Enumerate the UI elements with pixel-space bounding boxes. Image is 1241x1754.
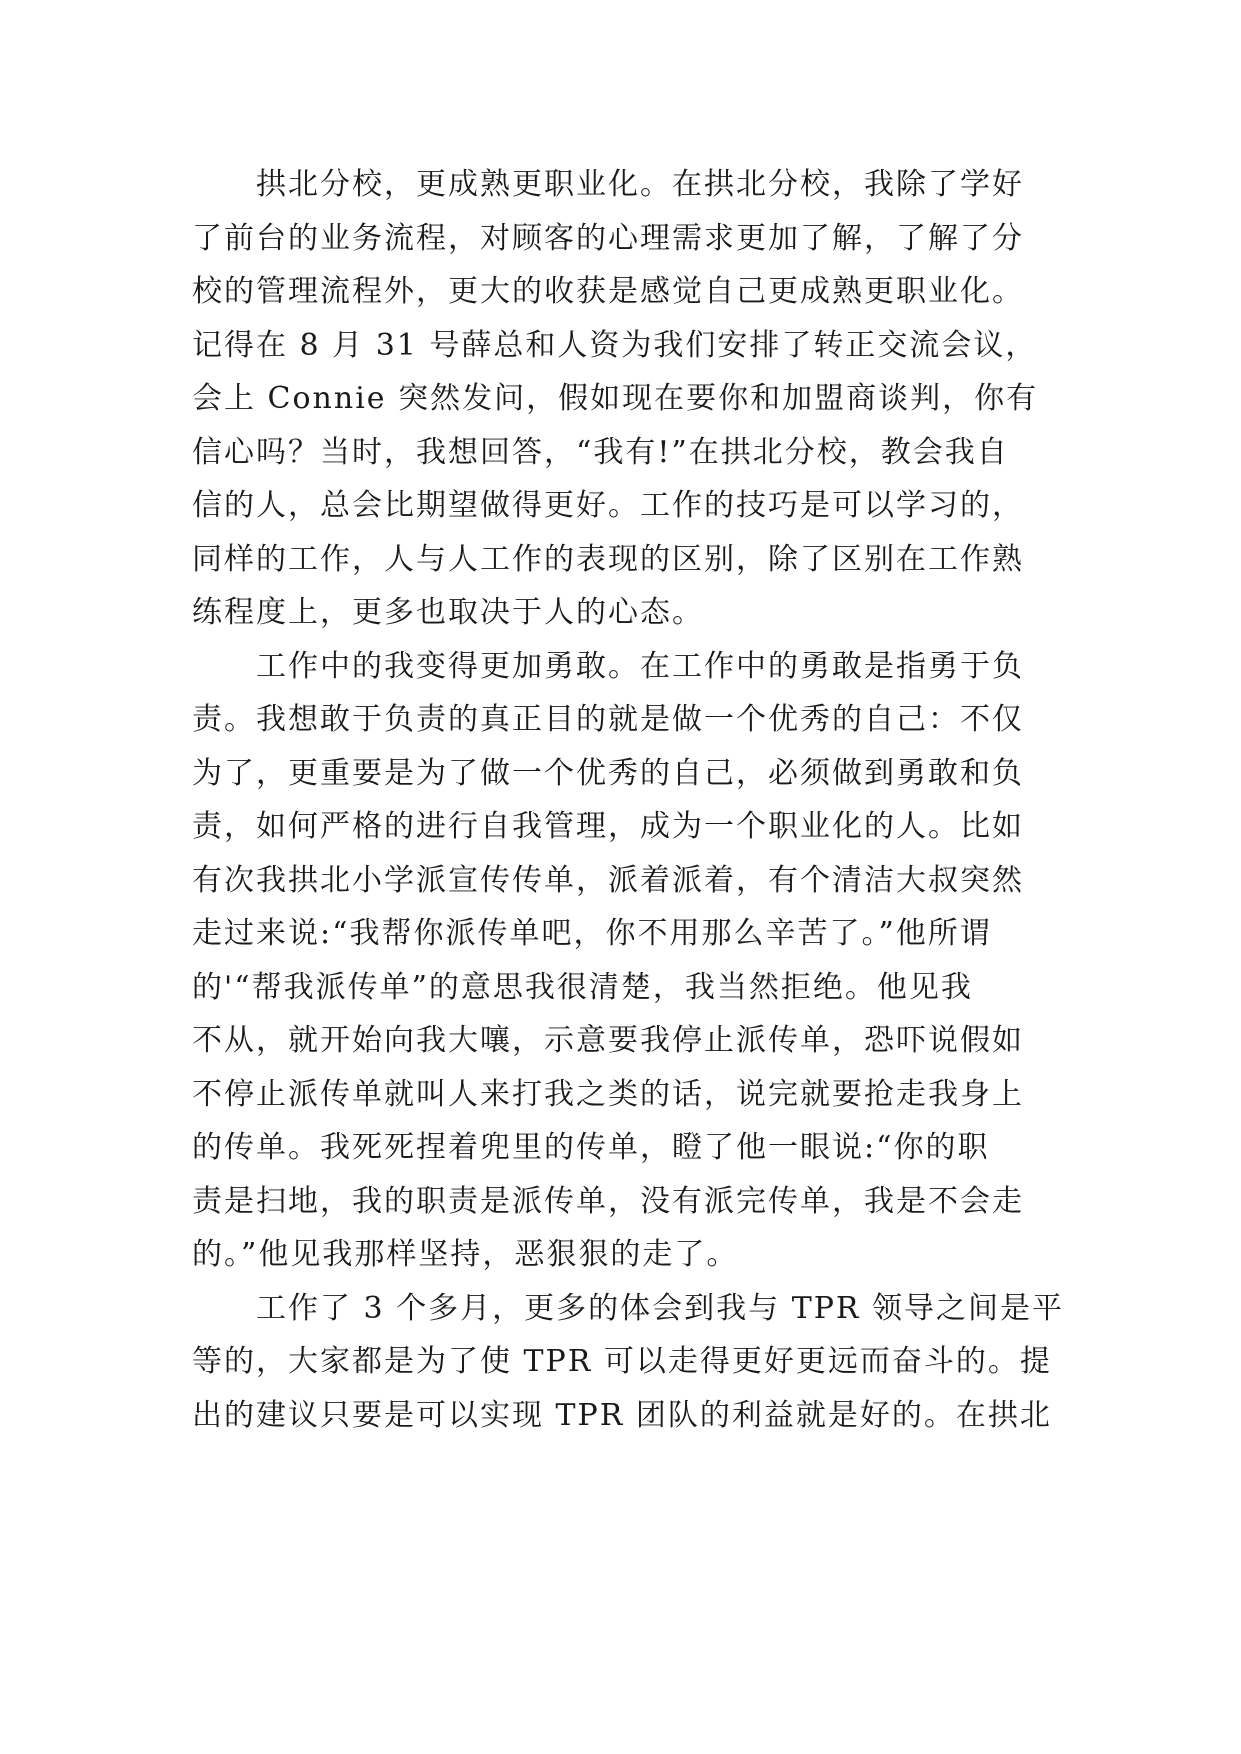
text-line: 的'“帮我派传单”的意思我很清楚，我当然拒绝。他见我	[192, 969, 973, 1005]
text-line: 记得在 8 月 31 号薛总和人资为我们安排了转正交流会议，	[192, 327, 1038, 363]
text-line: 信的人，总会比期望做得更好。工作的技巧是可以学习的，	[192, 488, 1024, 523]
text-line: 了前台的业务流程，对顾客的心理需求更加了解，了解了分	[192, 220, 1024, 256]
text-line: 的传单。我死死捏着兜里的传单，瞪了他一眼说:“你的职	[192, 1130, 990, 1165]
text-line: 不从，就开始向我大嚷，示意要我停止派传单，恐吓说假如	[192, 1023, 1024, 1058]
text-line: 责是扫地，我的职责是派传单，没有派完传单，我是不会走	[192, 1183, 1024, 1219]
text-line: 拱北分校，更成熟更职业化。在拱北分校，我除了学好	[256, 167, 1024, 202]
text-line: 走过来说:“我帮你派传单吧，你不用那么辛苦了。”他所谓	[192, 916, 992, 951]
text-line: 有次我拱北小学派宣传传单，派着派着，有个清洁大叔突然	[192, 862, 1024, 898]
text-line: 责，如何严格的进行自我管理，成为一个职业化的人。比如	[192, 809, 1024, 844]
paragraph-1	[192, 158, 1092, 640]
text-line: 等的，大家都是为了使 TPR 可以走得更好更远而奋斗的。提	[192, 1344, 1052, 1379]
text-line: 的。”他见我那样坚持，恶狠狠的走了。	[192, 1237, 739, 1272]
text-line: 不停止派传单就叫人来打我之类的话，说完就要抢走我身上	[192, 1076, 1024, 1112]
text-line: 工作了 3 个多月，更多的体会到我与 TPR 领导之间是平	[256, 1290, 1065, 1326]
text-line: 出的建议只要是可以实现 TPR 团队的利益就是好的。在拱北	[192, 1397, 1052, 1433]
text-line: 同样的工作，人与人工作的表现的区别，除了区别在工作熟	[192, 541, 1024, 577]
text-line: 为了，更重要是为了做一个优秀的自己，必须做到勇敢和负	[192, 755, 1024, 791]
paragraph-3	[192, 1282, 1092, 1443]
text-line: 练程度上，更多也取决于人的心态。	[192, 595, 704, 630]
text-line: 责。我想敢于负责的真正目的就是做一个优秀的自己：不仅	[192, 702, 1024, 737]
document-body	[192, 158, 1092, 1442]
text-line: 校的管理流程外，更大的收获是感觉自己更成熟更职业化。	[192, 274, 1024, 309]
text-line: 工作中的我变得更加勇敢。在工作中的勇敢是指勇于负	[256, 648, 1024, 684]
text-line: 会上 Connie 突然发问，假如现在要你和加盟商谈判，你有	[192, 381, 1039, 416]
text-line: 信心吗？当时，我想回答，“我有!”在拱北分校，教会我自	[192, 434, 1009, 470]
paragraph-2	[192, 640, 1092, 1282]
